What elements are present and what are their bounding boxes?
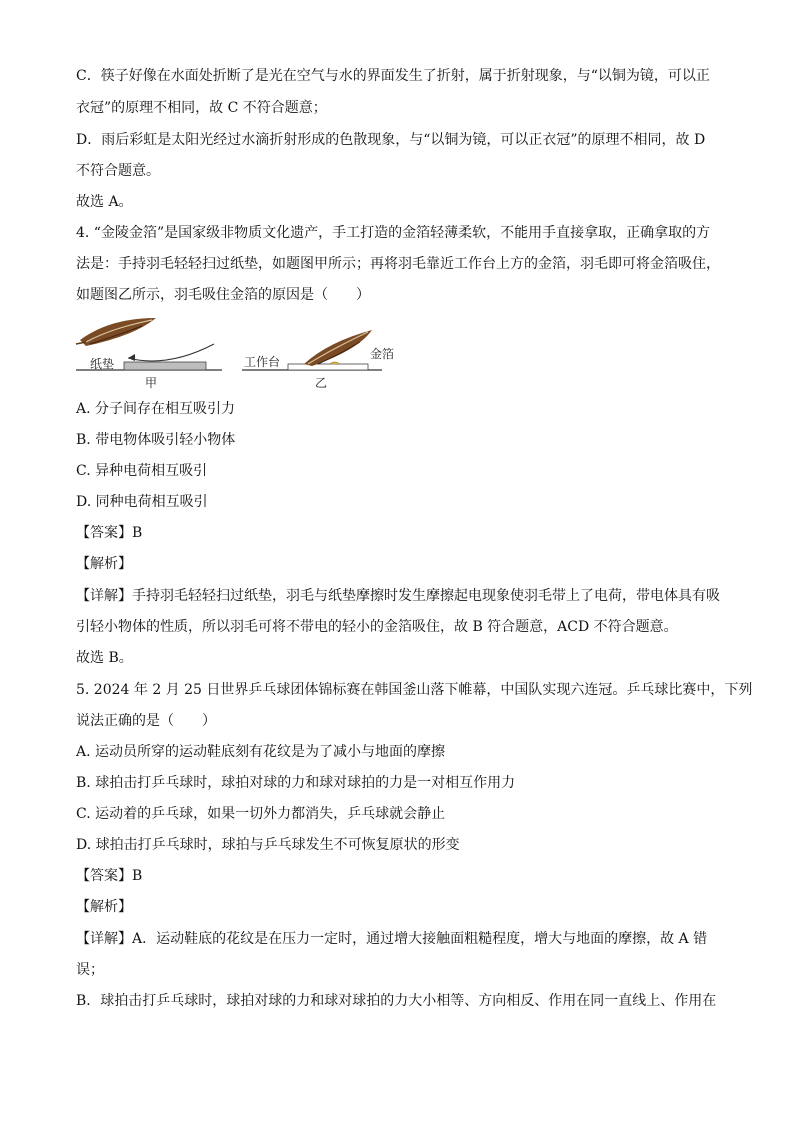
motion-arrow — [128, 344, 214, 361]
question-5-text: 说法正确的是（ ） — [76, 713, 216, 729]
text-line: 衣冠”的原理不相同，故 C 不符合题意； — [76, 100, 327, 116]
question-4-text: 如题图乙所示，羽毛吸住金箔的原因是（ ） — [76, 287, 370, 303]
text-line: 故选 B。 — [76, 650, 133, 666]
option-b: B. 球拍击打乒乓球时，球拍对球的力和球对球拍的力是一对相互作用力 — [76, 775, 516, 791]
work-table — [288, 364, 368, 370]
option-a: A. 分子间存在相互吸引力 — [76, 401, 236, 417]
text-line: 不符合题意。 — [76, 163, 160, 179]
explanation-text: 误； — [76, 962, 104, 978]
label-yi: 乙 — [315, 376, 328, 390]
feather-icon-yi — [304, 330, 372, 366]
option-d: D. 同种电荷相互吸引 — [76, 494, 208, 510]
option-c: C. 运动着的乒乓球，如果一切外力都消失，乒乓球就会静止 — [76, 806, 446, 822]
feather-figure — [72, 314, 402, 392]
option-c: C. 异种电荷相互吸引 — [76, 463, 208, 479]
feather-icon-jia — [76, 318, 156, 346]
text-line: D．雨后彩虹是太阳光经过水滴折射形成的色散现象，与“以铜为镜，可以正衣冠”的原理不相同，故 D — [76, 132, 706, 148]
option-d: D. 球拍击打乒乓球时，球拍与乒乓球发生不可恢复原状的形变 — [76, 837, 460, 853]
option-a: A. 运动员所穿的运动鞋底刻有花纹是为了减小与地面的摩擦 — [76, 744, 446, 760]
paper-pad — [124, 362, 206, 370]
gold-foil — [330, 362, 340, 364]
explanation-text: 【详解】A．运动鞋底的花纹是在压力一定时，通过增大接触面粗糙程度，增大与地面的摩擦，故 A 错 — [76, 931, 708, 947]
analysis-label: 【解析】 — [76, 899, 132, 915]
explanation-text: 【详解】手持羽毛轻轻扫过纸垫，羽毛与纸垫摩擦时发生摩擦起电现象使羽毛带上了电荷，带电体具有吸 — [76, 588, 720, 604]
label-work-table: 工作台 — [244, 355, 281, 369]
feather-diagram — [72, 314, 402, 392]
explanation-text: B．球拍击打乒乓球时，球拍对球的力和球对球拍的力大小相等、方向相反、作用在同一直线上、作用在 — [76, 993, 717, 1009]
label-paper-pad: 纸垫 — [90, 357, 115, 371]
arrowhead — [128, 354, 135, 361]
question-5-text: 5. 2024 年 2 月 25 日世界乒乓球团体锦标赛在韩国釜山落下帷幕，中国队实现六连冠。乒乓球比赛中，下列 — [76, 682, 753, 698]
answer-label: 【答案】B — [76, 525, 143, 541]
text-line: 故选 A。 — [76, 194, 133, 210]
analysis-label: 【解析】 — [76, 556, 132, 572]
question-4-text: 4. “金陵金箔”是国家级非物质文化遗产，手工打造的金箔轻薄柔软，不能用手直接拿取，正确拿取的方 — [76, 225, 711, 241]
question-4-text: 法是：手持羽毛轻轻扫过纸垫，如题图甲所示；再将羽毛靠近工作台上方的金箔，羽毛即可将金箔吸住， — [76, 256, 720, 272]
text-line: C．筷子好像在水面处折断了是光在空气与水的界面发生了折射，属于折射现象，与“以铜为镜，可以正 — [76, 68, 710, 84]
option-b: B. 带电物体吸引轻小物体 — [76, 432, 236, 448]
answer-label: 【答案】B — [76, 868, 143, 884]
explanation-text: 引轻小物体的性质，所以羽毛可将不带电的轻小的金箔吸住，故 B 符合题意，ACD 不符合题意。 — [76, 619, 678, 635]
label-jia: 甲 — [145, 376, 158, 390]
label-gold-foil: 金箔 — [370, 347, 395, 361]
